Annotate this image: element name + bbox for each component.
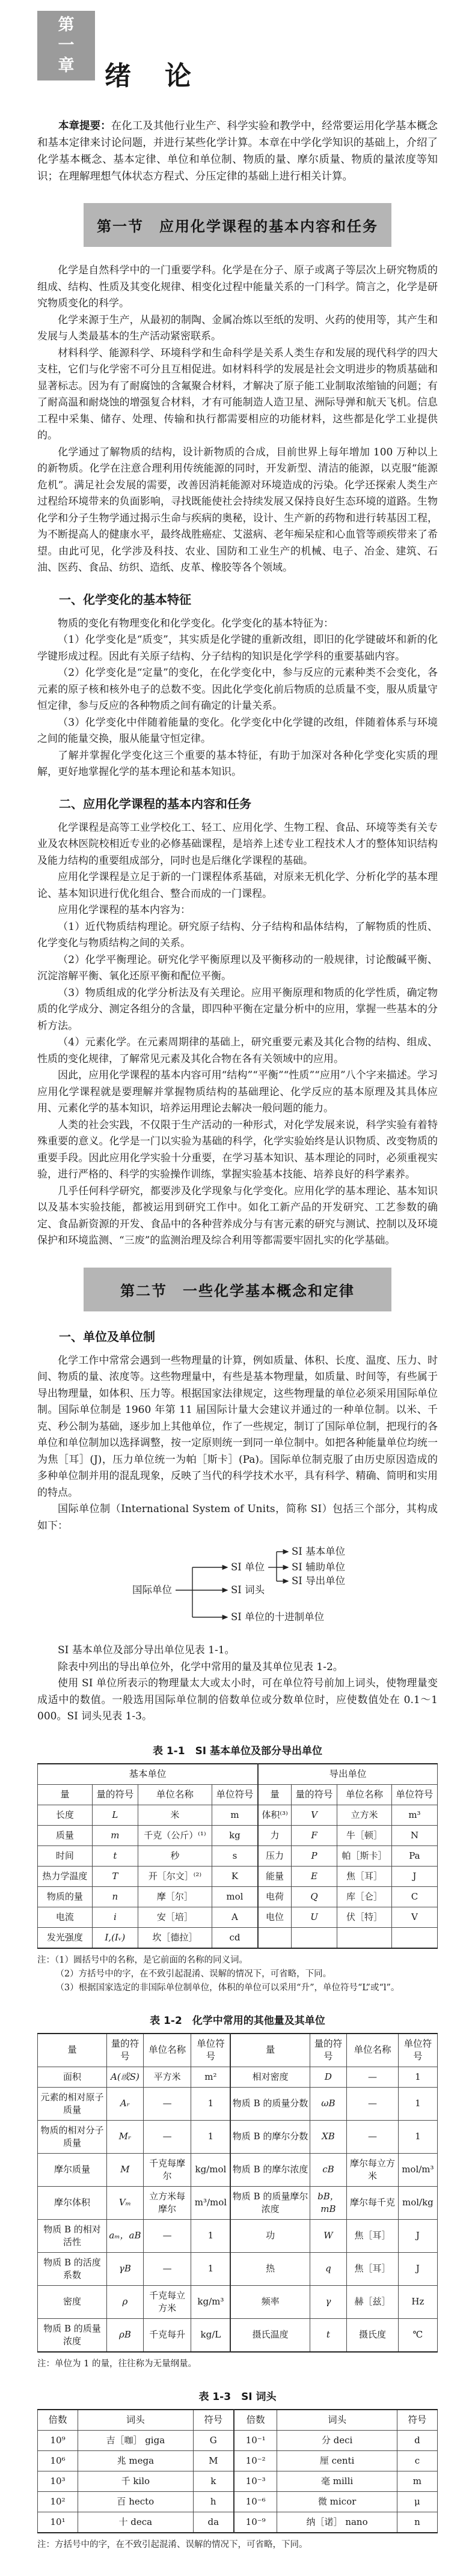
table-cell: W xyxy=(310,2219,346,2252)
table-cell: 十 deca xyxy=(78,2512,193,2533)
table-cell: D xyxy=(310,2067,346,2087)
table-cell: 密度 xyxy=(38,2285,107,2318)
table-cell: 厘 centi xyxy=(277,2450,397,2471)
table-column-header: 量的符号 xyxy=(106,2034,143,2067)
table-cell: 电荷 xyxy=(258,1886,291,1907)
table-cell: 物质 B 的摩尔浓度 xyxy=(230,2153,310,2186)
table-cell: 热 xyxy=(230,2252,310,2285)
table-cell: kg/m³ xyxy=(191,2285,231,2318)
table-cell: 千 kilo xyxy=(78,2471,193,2491)
table-cell: h xyxy=(193,2491,234,2512)
table-column-header: 符号 xyxy=(397,2410,437,2431)
table-cell: 立方米每摩尔 xyxy=(143,2186,191,2219)
section1-sub2-title: 二、应用化学课程的基本内容和任务 xyxy=(59,796,251,811)
body-paragraph: （1）化学变化是“质变”，其实质是化学键的重新改组，即旧的化学键破坏和新的化学键形成过程。因此有关原子结构、分子结构的知识是化学学科的重要基础内容。 xyxy=(37,634,438,663)
table-cell: 焦［耳］ xyxy=(347,2252,399,2285)
chapter-abstract xyxy=(37,118,438,185)
body-paragraph: 材料科学、能源科学、环境科学和生命科学是关系人类生存和发展的现代科学的四大支柱，它们与化学密不可分且互相促进。如材料科学的发展是社会文明进步的物质基础和显著标志。因为有了耐腐蚀的含氟聚合材料，才解决了原子能工业制取浓缩铀的问题；有了耐高温和耐烧蚀的增强复合材料，才有可能制造人造卫星、洲际导弹和航天飞机。信息工程中采集、储存、处理、传输和执行都需要相应的功能材料，这些都是化学工业提供的。 xyxy=(37,347,438,442)
table-row xyxy=(38,1805,438,1825)
section1-heading-band: 第一节 应用化学课程的基本内容和任务 xyxy=(84,203,391,247)
table-cell: Q xyxy=(292,1886,337,1907)
table-cell: ρ xyxy=(106,2285,143,2318)
table-cell: I,(Iᵥ) xyxy=(92,1927,138,1948)
table-column-header: 符号 xyxy=(193,2410,234,2431)
table-cell: mol xyxy=(212,1886,258,1907)
table-cell: — xyxy=(143,2120,191,2153)
table-cell: kg/mol xyxy=(191,2153,231,2186)
table-note: （2）方括号中的字，在不致引起混淆、误解的情况下，可省略，下同。 xyxy=(55,1969,332,1979)
table-cell: J xyxy=(398,2252,437,2285)
table-cell: L xyxy=(92,1805,138,1825)
diagram-si-decimal-label: SI 单位的十进制单位 xyxy=(231,1611,325,1623)
chapter-title: 绪 论 xyxy=(105,61,195,91)
table-cell: N xyxy=(391,1825,437,1845)
table-cell: 千克每立方米 xyxy=(143,2285,191,2318)
table-cell: M xyxy=(106,2153,143,2186)
table-cell: 热力学温度 xyxy=(38,1866,93,1886)
chapter-header xyxy=(37,11,438,107)
table-cell: γ xyxy=(310,2285,346,2318)
body-paragraph: 几乎任何科学研究，都要涉及化学现象与化学变化。应用化学的基本理论、基本知识以及基本实验技能，都被运用到研究工作中。如化工新产品的开发研究、工艺参数的确定、食品新资源的开发、食品中的各种营养成分与有害元素的研究与测试、控制以及环境保护和环境监测、“三废”的监测治理及综合利用等都需要牢固扎实的化学基础。 xyxy=(37,1185,438,1247)
table-cell: μ xyxy=(397,2491,437,2512)
table-cell: 时间 xyxy=(38,1845,93,1866)
table-cell: Vₘ xyxy=(106,2186,143,2219)
body-paragraph: （2）化学变化是“定量”的变化，在化学变化中，参与反应的元素种类不会变化，各元素的原子核和核外电子的总数不变。因此化学变化前后物质的总质量不变，服从质量守恒定律，参与反应的各种物质之间有确定的计量关系。 xyxy=(37,667,438,712)
table-column-header: 单位符号 xyxy=(398,2034,437,2067)
table-cell: ωB xyxy=(310,2087,346,2120)
table-cell: 焦［耳］ xyxy=(347,2219,399,2252)
diagram-si-derived-label: SI 导出单位 xyxy=(292,1575,346,1587)
table2-notes xyxy=(37,2357,438,2371)
body-paragraph: 化学工作中常常会遇到一些物理量的计算，例如质量、体积、长度、温度、压力、时间、物质的量、浓度等。这些物理量中，有些是基本物理量，如质量、时间等，有些属于导出物理量，如体积、压力等。根据国家法律规定，这些物理量的单位必须采用国际单位制。国际单位制是 1960 年第 11 届国际计量大会建议并通过的一种单位制。以米、千克、秒公制为基础，逐步加上其他单位，作了一些规定，制订了国际单位制，把现行的各单位和单位制加以选择调整，按一定原则统一到同一单位制中。如把各种能量单位均统一为焦［耳］(J)，压力单位统一为帕［斯卡］(Pa)。国际单位制克服了由历史原因造成的多种单位制并用的混乱现象，反映了当代的科学技术水平，具有科学、精确、简明和实用的特点。 xyxy=(37,1354,438,1499)
table-cell: ρB xyxy=(106,2318,143,2352)
table-cell: t xyxy=(92,1845,138,1866)
section2-sub1-title: 一、单位及单位制 xyxy=(59,1329,155,1344)
table-group-header: 基本单位 xyxy=(38,1764,259,1785)
table-cell: C xyxy=(391,1886,437,1907)
table-cell: 物质 B 的活度系数 xyxy=(38,2252,107,2285)
table-cell: c xyxy=(397,2450,437,2471)
body-paragraph: （4）元素化学。在元素周期律的基础上，研究重要元素及其化合物的结构、组成、性质的变化规律，了解常见元素及其化合物在各有关领域中的应用。 xyxy=(37,1036,438,1065)
section1-intro xyxy=(37,263,438,577)
table-cell: E xyxy=(292,1866,337,1886)
table-cell: 微 micor xyxy=(277,2491,397,2512)
table-cell: 摩尔质量 xyxy=(38,2153,107,2186)
table-cell: 电流 xyxy=(38,1907,93,1927)
table-column-header: 量 xyxy=(38,1784,93,1805)
diagram-si-unit-label: SI 单位 xyxy=(231,1561,265,1573)
table-common-quantities xyxy=(37,2033,438,2353)
body-paragraph: （1）近代物质结构理论。研究原子结构、分子结构和晶体结构，了解物质的性质、化学变化与物质结构之间的关系。 xyxy=(37,920,438,949)
table-cell: m xyxy=(212,1805,258,1825)
table-cell: 物质 B 的质量摩尔浓度 xyxy=(230,2186,310,2219)
table-cell: q xyxy=(310,2252,346,2285)
table-cell: 兆 mega xyxy=(78,2450,193,2471)
table-cell: U xyxy=(292,1907,337,1927)
table-cell: 赫［兹］ xyxy=(347,2285,399,2318)
table-cell: 摩尔体积 xyxy=(38,2186,107,2219)
table-row xyxy=(38,2153,438,2186)
table-cell: 千克每升 xyxy=(143,2318,191,2352)
table-column-header: 单位符号 xyxy=(391,1784,437,1805)
body-paragraph: 因此，应用化学课程的基本内容可用“结构”“平衡”“性质”“应用”八个字来描述。学习应用化学课程就是要理解并掌握物质结构的基础理论、化学反应的基本原理及其具体应用、元素化学的基本知识，培养运用理论去解决一般问题的能力。 xyxy=(37,1069,438,1114)
table-cell: Hz xyxy=(398,2285,437,2318)
table-column-header: 量的符号 xyxy=(292,1784,337,1805)
table-cell: 千克（公斤）⁽¹⁾ xyxy=(138,1825,212,1845)
table-row xyxy=(38,1927,438,1948)
table-cell: Mᵣ xyxy=(106,2120,143,2153)
table-cell: — xyxy=(143,2087,191,2120)
table-cell: P xyxy=(292,1845,337,1866)
table-cell: G xyxy=(193,2430,234,2450)
table-cell: A(或S) xyxy=(106,2067,143,2087)
table-column-header: 词头 xyxy=(78,2410,193,2431)
table-cell: m xyxy=(397,2471,437,2491)
table-cell: 1 xyxy=(191,2120,231,2153)
table-cell: kg/L xyxy=(191,2318,231,2352)
table-column-header: 单位名称 xyxy=(337,1784,392,1805)
table-cell: 体积⁽³⁾ xyxy=(258,1805,291,1825)
diagram-si-prefix-label: SI 词头 xyxy=(231,1584,265,1596)
table-cell: V xyxy=(292,1805,337,1825)
table-cell: 1 xyxy=(191,2219,231,2252)
table-row xyxy=(38,2450,438,2471)
table-cell: 库［仑］ xyxy=(337,1886,392,1907)
table-cell: 摄氏度 xyxy=(347,2318,399,2352)
table-cell: 元素的相对原子质量 xyxy=(38,2087,107,2120)
table-column-header: 单位名称 xyxy=(347,2034,399,2067)
table-cell: γB xyxy=(106,2252,143,2285)
abstract-text: 在化工及其他行业生产、科学实验和教学中，经常要运用化学基本概念和基本定律来讨论问题，并进行某些化学计算。本章在中学化学知识的基础上，介绍了化学基本概念、基本定律、单位和单位制、物质的量、摩尔质量、物质的量浓度等知识；在理解理想气体状态方程式、分压定律的基础上进行相关计算。 xyxy=(37,120,438,183)
table-column-header: 单位符号 xyxy=(212,1784,258,1805)
table-cell: 相对密度 xyxy=(230,2067,310,2087)
table-note: 注：方括号中的字，在不致引起混淆、误解的情况下，可省略，下同。 xyxy=(37,2539,308,2550)
table-cell: 能量 xyxy=(258,1866,291,1886)
section1-sub1-body xyxy=(37,616,438,781)
table-column-header: 倍数 xyxy=(38,2410,78,2431)
body-paragraph: 化学来源于生产，从最初的制陶、金属冶炼以至纸的发明、火药的使用等，其产生和发展与人类最基本的生产活动紧密联系。 xyxy=(37,314,438,342)
table-cell xyxy=(337,1927,392,1948)
body-paragraph: 使用 SI 单位所表示的物理量太大或太小时，可在单位符号前加上词头，使物理量变成适中的数值。一般选用国际单位制的倍数单位或分数单位时，应使数值处在 0.1～1 000。SI 词头见表 1-3。 xyxy=(37,1677,438,1722)
table-cell: bB，mB xyxy=(310,2186,346,2219)
table-cell: 立方米 xyxy=(337,1805,392,1825)
table-cell: 10³ xyxy=(38,2471,78,2491)
table-cell: XB xyxy=(310,2120,346,2153)
table-row xyxy=(38,2430,438,2450)
table-cell: 1 xyxy=(398,2120,437,2153)
table-cell: — xyxy=(143,2219,191,2252)
table-cell: i xyxy=(92,1907,138,1927)
table-row xyxy=(38,2491,438,2512)
table-row xyxy=(38,2318,438,2352)
table-cell: 1 xyxy=(398,2087,437,2120)
table-cell: 吉［咖］ giga xyxy=(78,2430,193,2450)
body-paragraph: （3）物质组成的化学分析法及有关理论。应用平衡原理和物质的化学性质，确定物质的化学成分、测定各组分的含量，即四种平衡在定量分析中的应用，掌握一些基本的分析方法。 xyxy=(37,986,438,1032)
table-cell: 长度 xyxy=(38,1805,93,1825)
table-column-header: 量 xyxy=(258,1784,291,1805)
table-column-header: 单位名称 xyxy=(138,1784,212,1805)
table-cell: 10⁶ xyxy=(38,2450,78,2471)
section2-sub1-body xyxy=(37,1353,438,1535)
table-row xyxy=(38,1907,438,1927)
table-cell: J xyxy=(391,1866,437,1886)
diagram-si-base-label: SI 基本单位 xyxy=(292,1546,346,1557)
table-cell: J xyxy=(398,2219,437,2252)
table-row xyxy=(38,1866,438,1886)
table-cell: ℃ xyxy=(398,2318,437,2352)
table-cell: F xyxy=(292,1825,337,1845)
table-cell: 安［培］ xyxy=(138,1907,212,1927)
table-column-header: 量 xyxy=(230,2034,310,2067)
table-cell: 10¹ xyxy=(38,2512,78,2533)
table3-caption: 表 1-3 SI 词头 xyxy=(198,2390,277,2403)
table-cell: 千克每摩尔 xyxy=(143,2153,191,2186)
table-cell xyxy=(391,1927,437,1948)
abstract-label: 本章提要： xyxy=(58,120,111,132)
table-row xyxy=(38,2471,438,2491)
table-cell: 1 xyxy=(398,2067,437,2087)
table-cell: 10⁹ xyxy=(38,2430,78,2450)
table-cell: mol/m³ xyxy=(398,2153,437,2186)
table-cell: 10⁻² xyxy=(234,2450,277,2471)
table-cell: Aᵣ xyxy=(106,2087,143,2120)
table-cell: 物质 B 的相对活性 xyxy=(38,2219,107,2252)
table-cell: n xyxy=(92,1886,138,1907)
table-si-prefixes xyxy=(37,2409,438,2533)
body-paragraph: 应用化学课程是立足于新的一门课程体系基础，对原来无机化学、分析化学的基本理论、基本知识进行优化组合、整合而成的一门课程。 xyxy=(37,871,438,900)
table-cell: 秒 xyxy=(138,1845,212,1866)
table-cell: — xyxy=(347,2120,399,2153)
body-paragraph: 国际单位制（International System of Units，简称 SI）包括三个部分，其构成如下： xyxy=(37,1503,438,1532)
table-cell: 10⁻¹ xyxy=(234,2430,277,2450)
table-cell: 质量 xyxy=(38,1825,93,1845)
after-diagram-text xyxy=(37,1642,438,1725)
body-paragraph: 人类的社会实践，不仅限于生产活动的一种形式，对化学发展来说，科学实验有着特殊重要的意义。化学是一门以实验为基础的科学，化学实验始终是认识物质、改变物质的重要手段。因此应用化学实验十分重要，在学习基本知识、基本理论的同时，必须重视实验，进行严格的、科学的实验操作训练，掌握实验基本技能、培养良好的科学素养。 xyxy=(37,1119,438,1180)
table-cell: d xyxy=(397,2430,437,2450)
table-cell: t xyxy=(310,2318,346,2352)
table-cell: M xyxy=(193,2450,234,2471)
table-cell: 摄氏温度 xyxy=(230,2318,310,2352)
body-paragraph: 物质的变化有物理变化和化学变化。化学变化的基本特征为： xyxy=(58,617,334,630)
body-paragraph: （2）化学平衡理论。研究化学平衡原理以及平衡移动的一般规律，讨论酸碱平衡、沉淀溶解平衡、氧化还原平衡和配位平衡。 xyxy=(37,953,438,982)
table-note: 注：单位为 1 的量，往往称为无量纲量。 xyxy=(37,2359,197,2369)
table-cell: 开［尔文］⁽²⁾ xyxy=(138,1866,212,1886)
table-cell: 1 xyxy=(191,2087,231,2120)
table-cell: 平方米 xyxy=(143,2067,191,2087)
table-note: 注：（1）圆括号中的名称，是它前面的名称的同义词。 xyxy=(37,1955,248,1965)
table-cell: mol/kg xyxy=(398,2186,437,2219)
table-cell: 伏［特］ xyxy=(337,1907,392,1927)
table-row xyxy=(38,2285,438,2318)
table-cell: Pa xyxy=(391,1845,437,1866)
table-cell: m³ xyxy=(391,1805,437,1825)
table-cell: 分 deci xyxy=(277,2430,397,2450)
table-cell: — xyxy=(143,2252,191,2285)
body-paragraph: 了解并掌握化学变化这三个重要的基本特征，有助于加深对各种化学变化实质的理解，更好地掌握化学的基本理论和基本知识。 xyxy=(37,749,438,778)
table-cell: 频率 xyxy=(230,2285,310,2318)
table-row xyxy=(38,2219,438,2252)
table-cell: 物质 B 的摩尔分数 xyxy=(230,2120,310,2153)
table-cell: 发光强度 xyxy=(38,1927,93,1948)
body-paragraph: 应用化学课程的基本内容为： xyxy=(58,904,191,916)
table-group-header: 导出单位 xyxy=(258,1764,437,1785)
table-cell: A xyxy=(212,1907,258,1927)
table-cell: m³/mol xyxy=(191,2186,231,2219)
table-cell: 摩尔每立方米 xyxy=(347,2153,399,2186)
table-column-header: 量 xyxy=(38,2034,107,2067)
si-units-diagram xyxy=(37,1543,438,1638)
table-cell: 纳［诺］ nano xyxy=(277,2512,397,2533)
table-cell: — xyxy=(347,2067,399,2087)
section1-sub1-title: 一、化学变化的基本特征 xyxy=(59,592,191,607)
table3-notes xyxy=(37,2538,438,2552)
table1-notes xyxy=(37,1954,438,1995)
body-paragraph: SI 基本单位及部分导出单位见表 1-1。 xyxy=(58,1644,235,1656)
table-cell: 物质 B 的质量分数 xyxy=(230,2087,310,2120)
table-cell: aₘ，aB xyxy=(106,2219,143,2252)
chapter-number-char: 章 xyxy=(58,56,75,75)
table-cell: 10⁻⁶ xyxy=(234,2491,277,2512)
table-column-header: 词头 xyxy=(277,2410,397,2431)
table-cell: cB xyxy=(310,2153,346,2186)
table-cell xyxy=(292,1927,337,1948)
table-cell: 电位 xyxy=(258,1907,291,1927)
body-paragraph: 化学通过了解物质的结构，设计新物质的合成，目前世界上每年增加 100 万种以上的新物质。化学在注意合理利用传统能源的同时，开发新型、清洁的能源，以克服“能源危机”。满足社会发展的需要，改善因消耗能源对环境造成的污染。化学还探索人类生产过程给环境带来的负面影响，寻找既能使社会持续发展又保持良好生态环境的道路。生物化学和分子生物学通过揭示生命与疾病的奥秘，设计、生产新的药物和进行转基因工程，为不断提高人的健康水平，最终战胜癌症、艾滋病、老年痴呆症和心血管等顽疾带来了希望。由此可见，化学涉及科技、农业、国防和工业生产的机械、电子、冶金、建筑、石油、医药、食品、纺织、造纸、皮革、橡胶等各个领域。 xyxy=(37,446,438,574)
table-cell: 10² xyxy=(38,2491,78,2512)
body-paragraph: （3）化学变化中伴随着能量的变化。化学变化中化学键的改组，伴随着体系与环境之间的能量交换，服从能量守恒定律。 xyxy=(37,716,438,745)
diagram-si-supplementary-label: SI 辅助单位 xyxy=(292,1561,346,1573)
table-cell: m xyxy=(92,1825,138,1845)
chapter-number-box xyxy=(37,11,95,80)
section2-heading-band: 第二节 一些化学基本概念和定律 xyxy=(84,1268,391,1311)
table-cell: 力 xyxy=(258,1825,291,1845)
table-cell: T xyxy=(92,1866,138,1886)
table-cell: 10⁻⁹ xyxy=(234,2512,277,2533)
chapter-number-char: 一 xyxy=(58,36,75,55)
table-row xyxy=(38,2252,438,2285)
table-cell: 毫 milli xyxy=(277,2471,397,2491)
table-row xyxy=(38,2512,438,2533)
table-cell: 摩［尔］ xyxy=(138,1886,212,1907)
table-cell: 帕［斯卡］ xyxy=(337,1845,392,1866)
table-column-header: 倍数 xyxy=(234,2410,277,2431)
body-paragraph: 化学课程是高等工业学校化工、轻工、应用化学、生物工程、食品、环境等类有关专业及农林医院校相近专业的必修基础课程，是培养上述专业工程技术人才的整体知识结构及能力结构的重要组成部分，同时也是后继化学课程的基础。 xyxy=(37,821,438,867)
table-row xyxy=(38,2186,438,2219)
table-cell: da xyxy=(193,2512,234,2533)
table-cell: 牛［顿］ xyxy=(337,1825,392,1845)
body-paragraph: 化学是自然科学中的一门重要学科。化学是在分子、原子或离子等层次上研究物质的组成、结构、性质及其变化规律、相变化过程中能量关系的一门科学。简言之，化学是研究物质变化的科学。 xyxy=(37,264,438,309)
table-si-base-units xyxy=(37,1763,438,1949)
table-cell: 物质的相对分子质量 xyxy=(38,2120,107,2153)
table-column-header: 单位名称 xyxy=(143,2034,191,2067)
table-cell: k xyxy=(193,2471,234,2491)
table-cell: 物质 B 的质量浓度 xyxy=(38,2318,107,2352)
table-cell: 物质的量 xyxy=(38,1886,93,1907)
table-cell: 面积 xyxy=(38,2067,107,2087)
table2-caption: 表 1-2 化学中常用的其他量及其单位 xyxy=(150,2014,325,2027)
table-cell xyxy=(258,1927,291,1948)
table-cell: 压力 xyxy=(258,1845,291,1866)
chapter-number-char: 第 xyxy=(58,16,75,34)
table-cell: 坎［德拉］ xyxy=(138,1927,212,1948)
table-row xyxy=(38,1845,438,1866)
table-cell: 10⁻³ xyxy=(234,2471,277,2491)
section1-sub2-body xyxy=(37,820,438,1250)
diagram-root-label: 国际单位 xyxy=(132,1584,172,1596)
table-row xyxy=(38,2120,438,2153)
table-cell: 1 xyxy=(191,2252,231,2285)
table-cell: m² xyxy=(191,2067,231,2087)
table1-caption: 表 1-1 SI 基本单位及部分导出单位 xyxy=(152,1745,323,1757)
table-cell: V xyxy=(391,1907,437,1927)
table-row xyxy=(38,1825,438,1845)
table-column-header: 单位符号 xyxy=(191,2034,231,2067)
table-column-header: 量的符号 xyxy=(310,2034,346,2067)
table-note: （3）根据国家选定的非国际单位制单位，体积的单位可以采用“升”，单位符号“L”或“l”。 xyxy=(55,1982,400,1993)
table-row xyxy=(38,2067,438,2087)
table-cell: s xyxy=(212,1845,258,1866)
table-cell: — xyxy=(347,2087,399,2120)
table-cell: n xyxy=(397,2512,437,2533)
table-cell: cd xyxy=(212,1927,258,1948)
table-cell: kg xyxy=(212,1825,258,1845)
body-paragraph: 除表中列出的导出单位外，化学中常用的量及其单位见表 1-2。 xyxy=(58,1660,343,1673)
table-row xyxy=(38,2087,438,2120)
table-cell: K xyxy=(212,1866,258,1886)
table-cell: 米 xyxy=(138,1805,212,1825)
table-cell: 摩尔每千克 xyxy=(347,2186,399,2219)
table-cell: 焦［耳］ xyxy=(337,1866,392,1886)
table-cell: 功 xyxy=(230,2219,310,2252)
table-row xyxy=(38,1886,438,1907)
table-column-header: 量的符号 xyxy=(92,1784,138,1805)
table-cell: 百 hecto xyxy=(78,2491,193,2512)
